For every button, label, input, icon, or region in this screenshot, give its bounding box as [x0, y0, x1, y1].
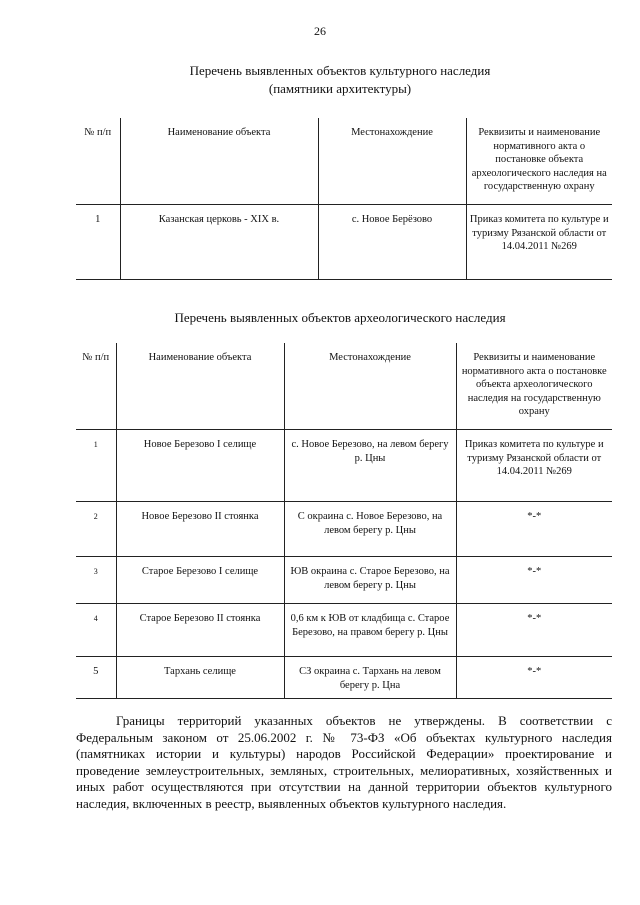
- architecture-list-title-line2: (памятники архитектуры): [268, 81, 412, 96]
- header-num: № п/п: [76, 118, 120, 205]
- cell-location: 0,6 км к ЮВ от кладбища с. Старое Березово, на правом берегу р. Цны: [284, 604, 456, 657]
- table-row: [76, 604, 612, 657]
- cell-name: Казанская церковь - XIX в.: [120, 205, 318, 280]
- cell-act: *-*: [456, 557, 612, 604]
- boundaries-paragraph: Границы территорий указанных объектов не утверждены. В соответствии с Федеральным законом от 25.06.2002 г. № 73-ФЗ «Об объектах культурного наследия (памятниках истории и культуры) народов Российской Федерации» проектирование и проведение землеустроительных, земляных, строительных, мелиоративных, хозяйственных и иных работ осуществляются при отсутствии на данной территории объектов культурного наследия, включенных в реестр, выявленных объектов культурного наследия.: [76, 713, 612, 811]
- cell-num: 2: [76, 502, 116, 557]
- header-name: Наименование объекта: [120, 118, 318, 205]
- table-row: [76, 657, 612, 699]
- cell-location: с. Новое Берёзово: [318, 205, 466, 280]
- cell-act: Приказ комитета по культуре и туризму Рязанской области от 14.04.2011 №269: [466, 205, 612, 280]
- architecture-table: [76, 118, 612, 280]
- table-row: [76, 502, 612, 557]
- cell-num: 1: [76, 430, 116, 502]
- cell-name: Тархань селище: [116, 657, 284, 699]
- cell-location: с. Новое Березово, на левом берегу р. Цны: [284, 430, 456, 502]
- header-location: Местонахождение: [284, 343, 456, 430]
- cell-name: Новое Березово I селище: [116, 430, 284, 502]
- table-row: [76, 430, 612, 502]
- cell-act: Приказ комитета по культуре и туризму Рязанской области от 14.04.2011 №269: [456, 430, 612, 502]
- cell-act: *-*: [456, 502, 612, 557]
- cell-name: Старое Березово I селище: [116, 557, 284, 604]
- cell-location: СЗ окраина с. Тархань на левом берегу р. Цна: [284, 657, 456, 699]
- header-act: Реквизиты и наименование нормативного акта о постановке объекта археологического наследия на государственную охрану: [466, 118, 612, 205]
- architecture-list-title-line1: Перечень выявленных объектов культурного наследия: [189, 63, 491, 78]
- cell-act: *-*: [456, 604, 612, 657]
- cell-num: 3: [76, 557, 116, 604]
- cell-act: *-*: [456, 657, 612, 699]
- cell-location: С окраина с. Новое Березово, на левом берегу р. Цны: [284, 502, 456, 557]
- table-header-row: [76, 118, 612, 205]
- cell-num: 1: [76, 205, 120, 280]
- header-location: Местонахождение: [318, 118, 466, 205]
- architecture-list-title: [60, 62, 620, 98]
- archaeology-list-title: Перечень выявленных объектов археологического наследия: [174, 310, 506, 325]
- cell-location: ЮВ окраина с. Старое Березово, на левом берегу р. Цны: [284, 557, 456, 604]
- table-row: [76, 205, 612, 280]
- header-name: Наименование объекта: [116, 343, 284, 430]
- cell-name: Старое Березово II стоянка: [116, 604, 284, 657]
- header-num: № п/п: [76, 343, 116, 430]
- header-act: Реквизиты и наименование нормативного акта о постановке объекта археологического наследия на государственную охрану: [456, 343, 612, 430]
- page-number: 26: [314, 24, 326, 38]
- cell-num: 5: [76, 657, 116, 699]
- cell-name: Новое Березово II стоянка: [116, 502, 284, 557]
- archaeology-table: [76, 343, 612, 699]
- table-header-row: [76, 343, 612, 430]
- table-row: [76, 557, 612, 604]
- cell-num: 4: [76, 604, 116, 657]
